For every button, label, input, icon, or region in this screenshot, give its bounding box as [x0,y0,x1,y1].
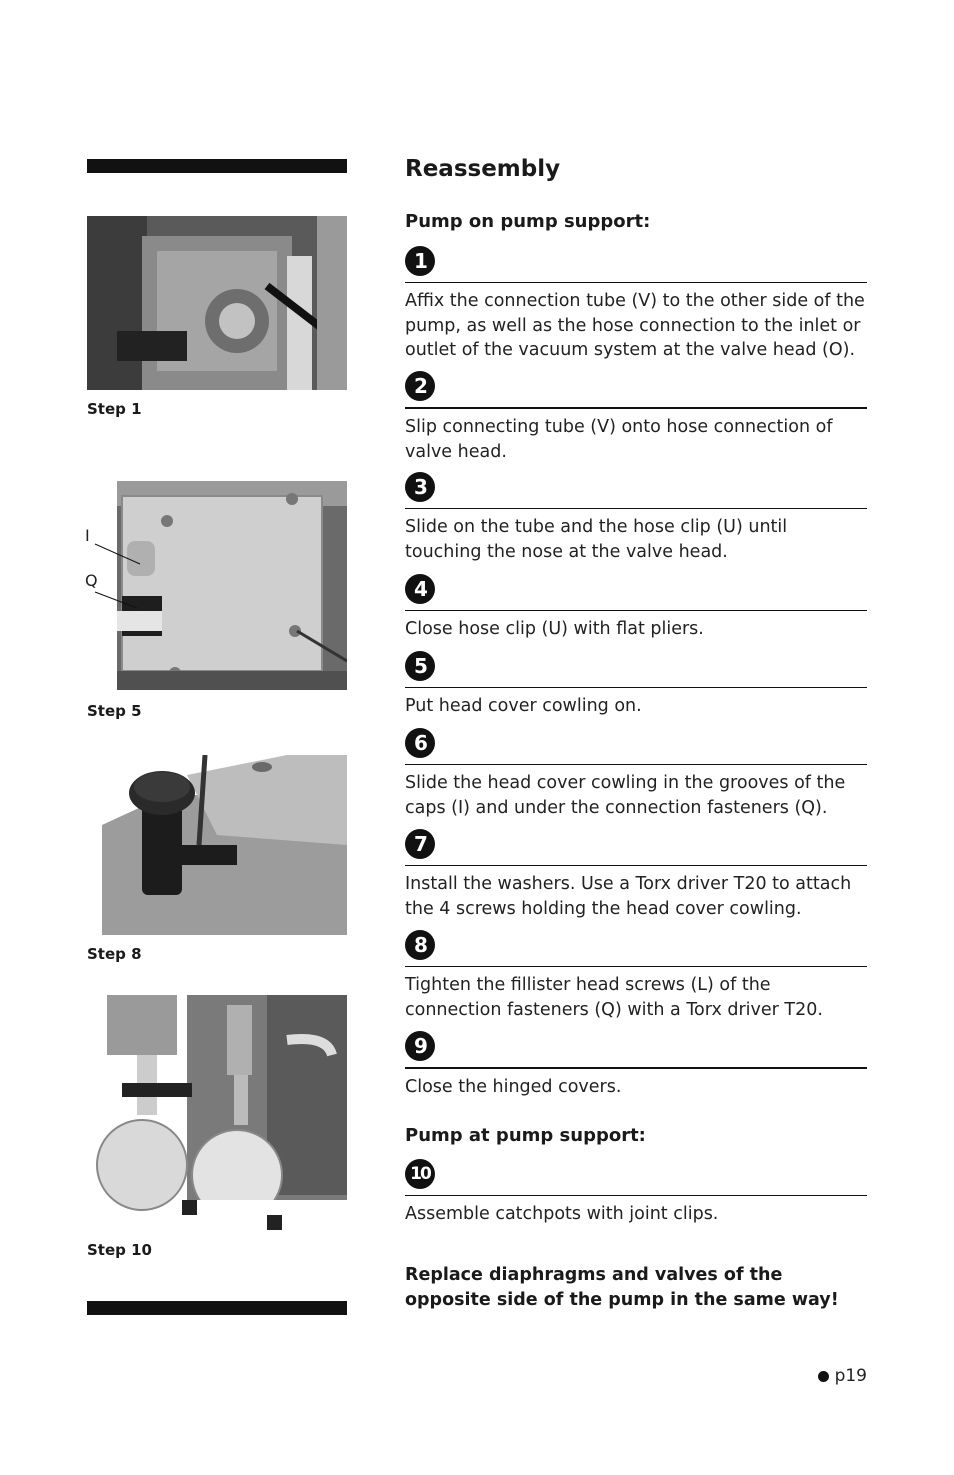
step-number-badge: 1 [405,246,435,276]
step-text: Install the washers. Use a Torx driver T20 to attach the 4 screws holding the head cover cowling. [405,874,852,919]
step-10-caption: Step 10 [87,1241,152,1259]
step-8-photo [87,755,347,935]
step-number-badge: 9 [405,1031,435,1061]
step-divider [405,687,867,688]
step-1-caption: Step 1 [87,400,142,418]
step-number-badge: 3 [405,472,435,502]
bottom-rule-bar [87,1301,347,1315]
step-number-badge: 8 [405,930,435,960]
step-1 [405,246,867,363]
step-text: Slide on the tube and the hose clip (U) until touching the nose at the valve head. [405,517,788,562]
step-5 [405,651,867,719]
step-divider [405,865,867,866]
step-3 [405,472,867,564]
step-number-badge: 4 [405,574,435,604]
step-number-badge: 6 [405,728,435,758]
step-4 [405,574,867,642]
section-title-pump-at-support: Pump at pump support: [405,1125,646,1146]
reassembly-note: Replace diaphragms and valves of the opposite side of the pump in the same way! [405,1265,839,1310]
step-6 [405,728,867,820]
step-divider [405,1067,867,1069]
step-number-badge: 10 [405,1159,435,1189]
step-7 [405,829,867,921]
step-text: Close the hinged covers. [405,1077,622,1097]
callout-label-i: I [85,526,90,545]
callout-leader-lines [85,540,155,610]
step-text: Assemble catchpots with joint clips. [405,1204,719,1224]
page-number: p19 [834,1366,867,1386]
step-divider [405,610,867,611]
step-text: Slide the head cover cowling in the grooves of the caps (I) and under the connection fasteners (Q). [405,773,846,818]
step-8-caption: Step 8 [87,945,142,963]
step-divider [405,282,867,283]
step-1-photo [87,216,347,390]
step-divider [405,966,867,967]
step-text: Put head cover cowling on. [405,696,642,716]
step-text: Tighten the fillister head screws (L) of the connection fasteners (Q) with a Torx driver T20. [405,975,823,1020]
step-number-badge: 2 [405,371,435,401]
step-divider [405,764,867,765]
section-title-pump-on-support: Pump on pump support: [405,211,651,232]
step-10-photo [87,995,347,1235]
step-text: Close hose clip (U) with flat pliers. [405,619,704,639]
page-footer [818,1366,867,1386]
step-10 [405,1159,867,1227]
bullet-dot-icon [818,1371,829,1382]
callout-label-q: Q [85,571,98,590]
page-heading: Reassembly [405,156,561,182]
step-divider [405,508,867,509]
step-divider [405,407,867,409]
step-text: Slip connecting tube (V) onto hose connection of valve head. [405,417,833,462]
step-2 [405,371,867,464]
step-number-badge: 5 [405,651,435,681]
step-9 [405,1031,867,1100]
step-5-caption: Step 5 [87,702,142,720]
step-divider [405,1195,867,1196]
step-8 [405,930,867,1022]
step-text: Affix the connection tube (V) to the other side of the pump, as well as the hose connection to the inlet or outlet of the vacuum system at the valve head (O). [405,291,865,360]
step-number-badge: 7 [405,829,435,859]
top-rule-bar [87,159,347,173]
